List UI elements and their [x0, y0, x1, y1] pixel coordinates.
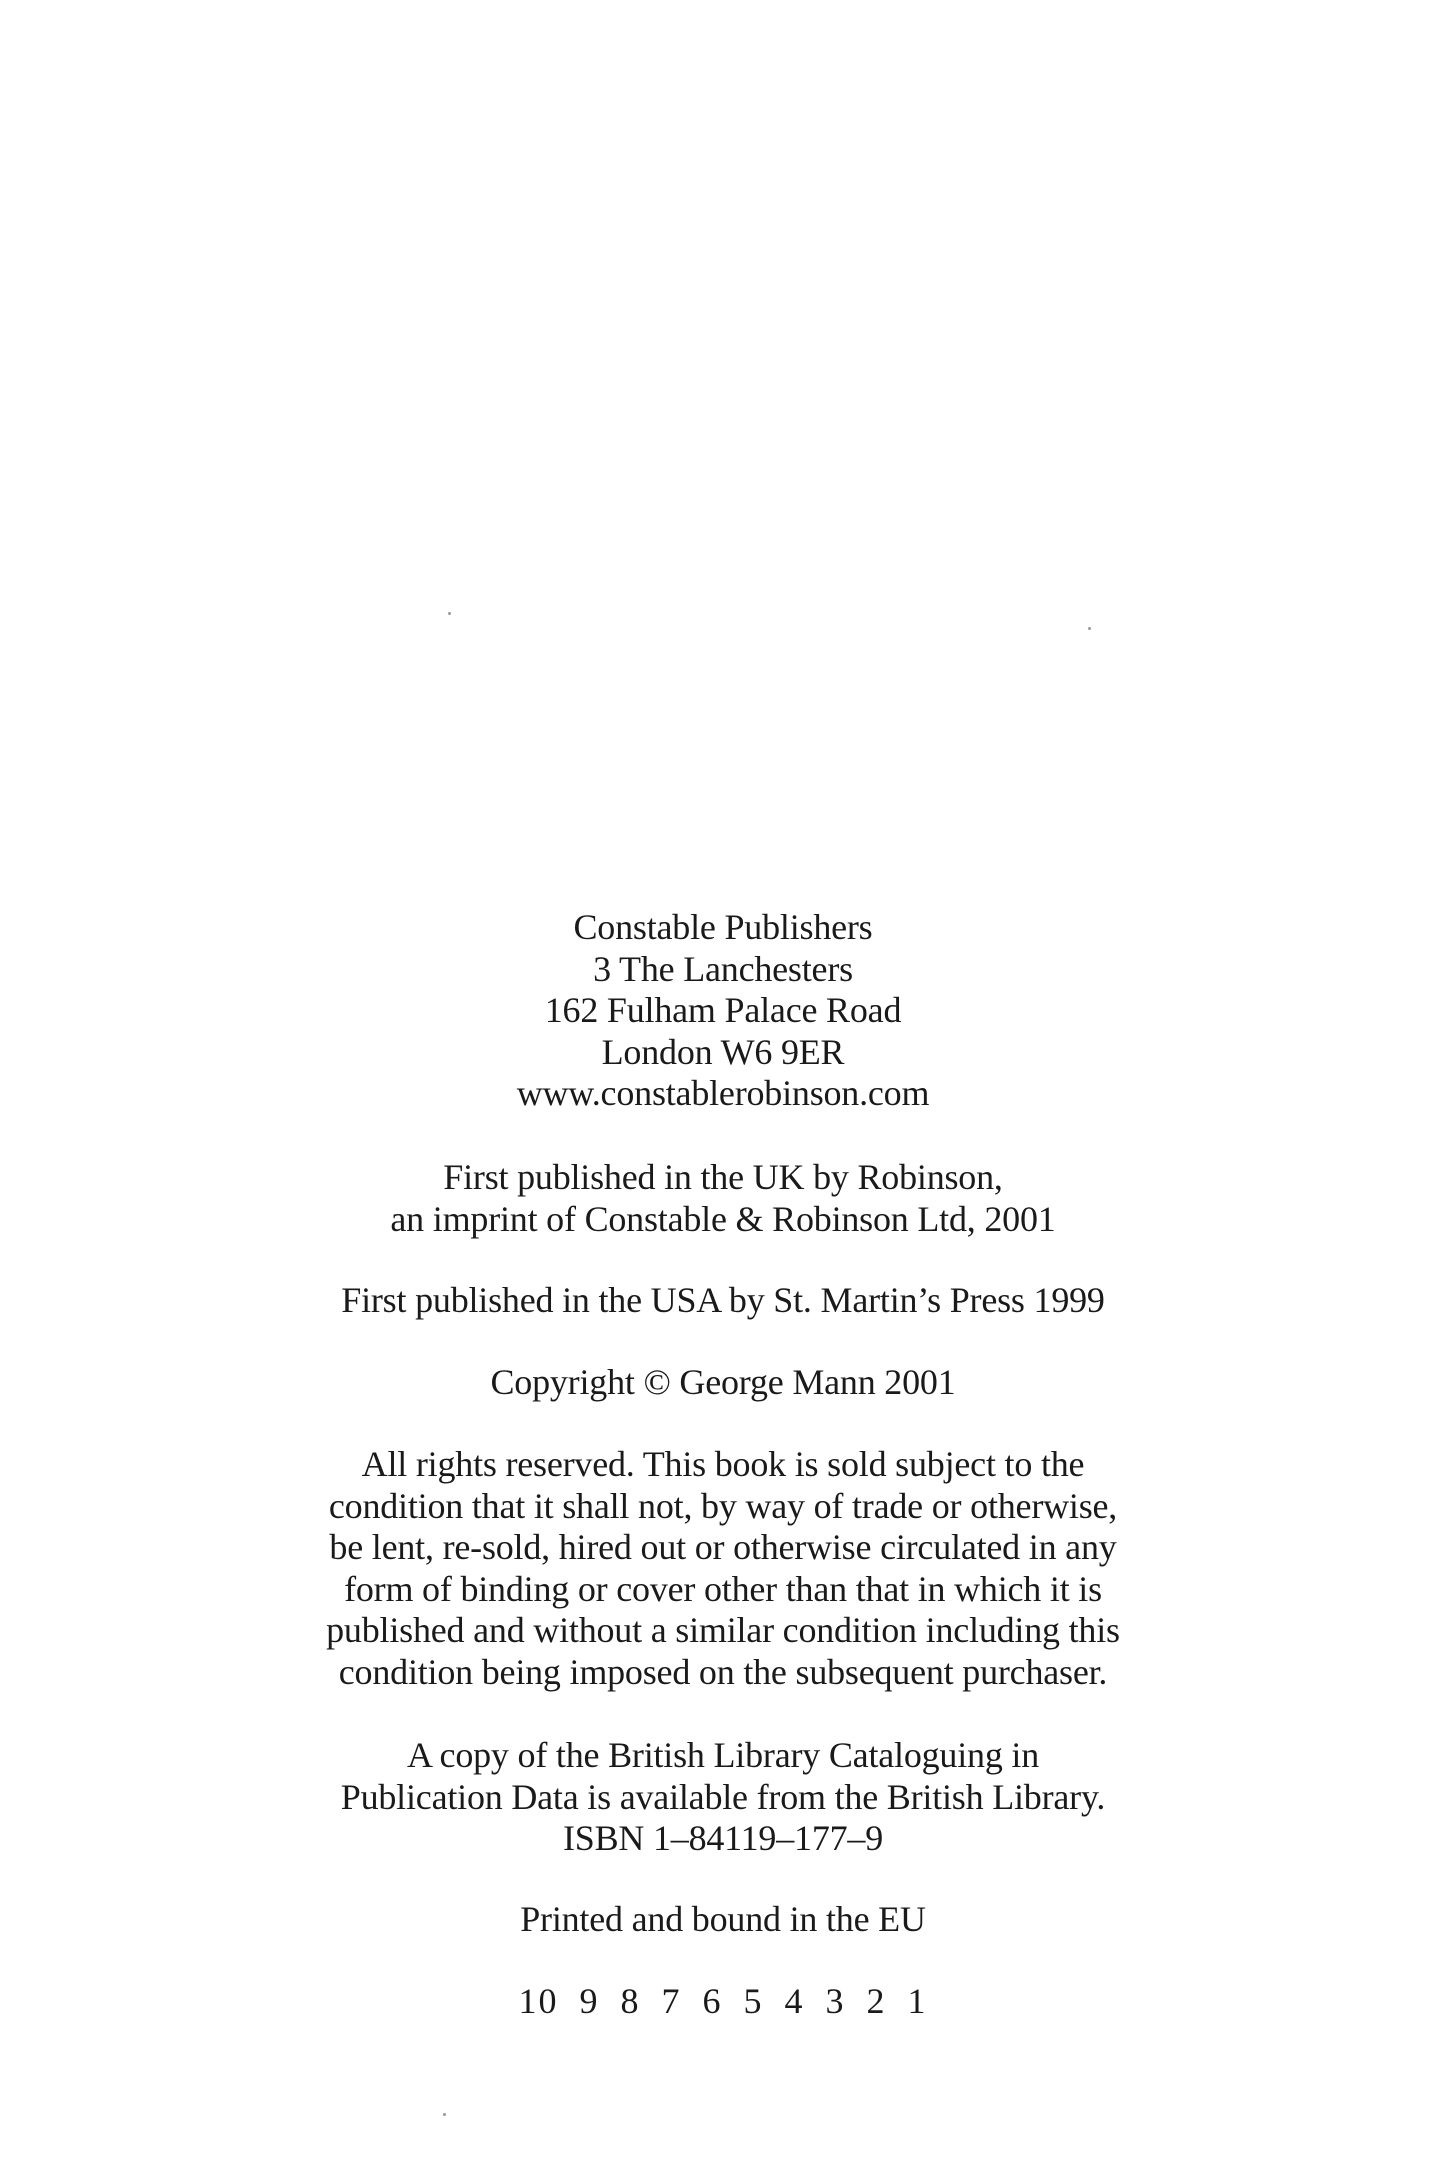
scan-speck [1088, 627, 1091, 630]
isbn-text: ISBN 1–84119–177–9 [562, 1818, 884, 1858]
text-line: Publication Data is available from the British Library. [340, 1776, 1106, 1817]
address-line: London W6 9ER [601, 1031, 845, 1072]
publisher-address [273, 907, 1173, 1115]
rights-statement [273, 1444, 1173, 1693]
first-published-usa [273, 1280, 1173, 1322]
text-line: A copy of the British Library Cataloguing in [406, 1735, 1040, 1775]
text-line: condition that it shall not, by way of trade or otherwise, [328, 1485, 1118, 1526]
first-published-uk [273, 1157, 1173, 1240]
scan-speck [443, 2113, 446, 2116]
printed-notice [273, 1899, 1173, 1941]
publisher-name: Constable Publishers [573, 907, 873, 947]
printer-key [273, 1981, 1173, 2023]
cip-notice [273, 1735, 1173, 1818]
text-line: Copyright © George Mann 2001 [490, 1362, 956, 1402]
address-line: 3 The Lanchesters [593, 948, 853, 989]
address-line: 162 Fulham Palace Road [544, 990, 902, 1030]
text-line: an imprint of Constable & Robinson Ltd, 2001 [390, 1198, 1056, 1239]
copyright-notice [273, 1362, 1173, 1404]
isbn [273, 1818, 1173, 1860]
text-line: be lent, re-sold, hired out or otherwise circulated in any [329, 1527, 1117, 1567]
scan-speck [448, 612, 451, 615]
text-line: Printed and bound in the EU [520, 1899, 926, 1939]
publisher-website: www.constablerobinson.com [516, 1073, 930, 1113]
text-line: First published in the USA by St. Martin’s Press 1999 [341, 1280, 1105, 1320]
text-line: form of binding or cover other than that in which it is [344, 1568, 1102, 1609]
text-line: condition being imposed on the subsequent purchaser. [338, 1651, 1108, 1692]
text-line: First published in the UK by Robinson, [443, 1157, 1003, 1197]
print-line: 10 9 8 7 6 5 4 3 2 1 [518, 1981, 928, 2021]
text-line: published and without a similar condition including this [326, 1610, 1120, 1650]
text-line: All rights reserved. This book is sold subject to the [361, 1444, 1085, 1484]
